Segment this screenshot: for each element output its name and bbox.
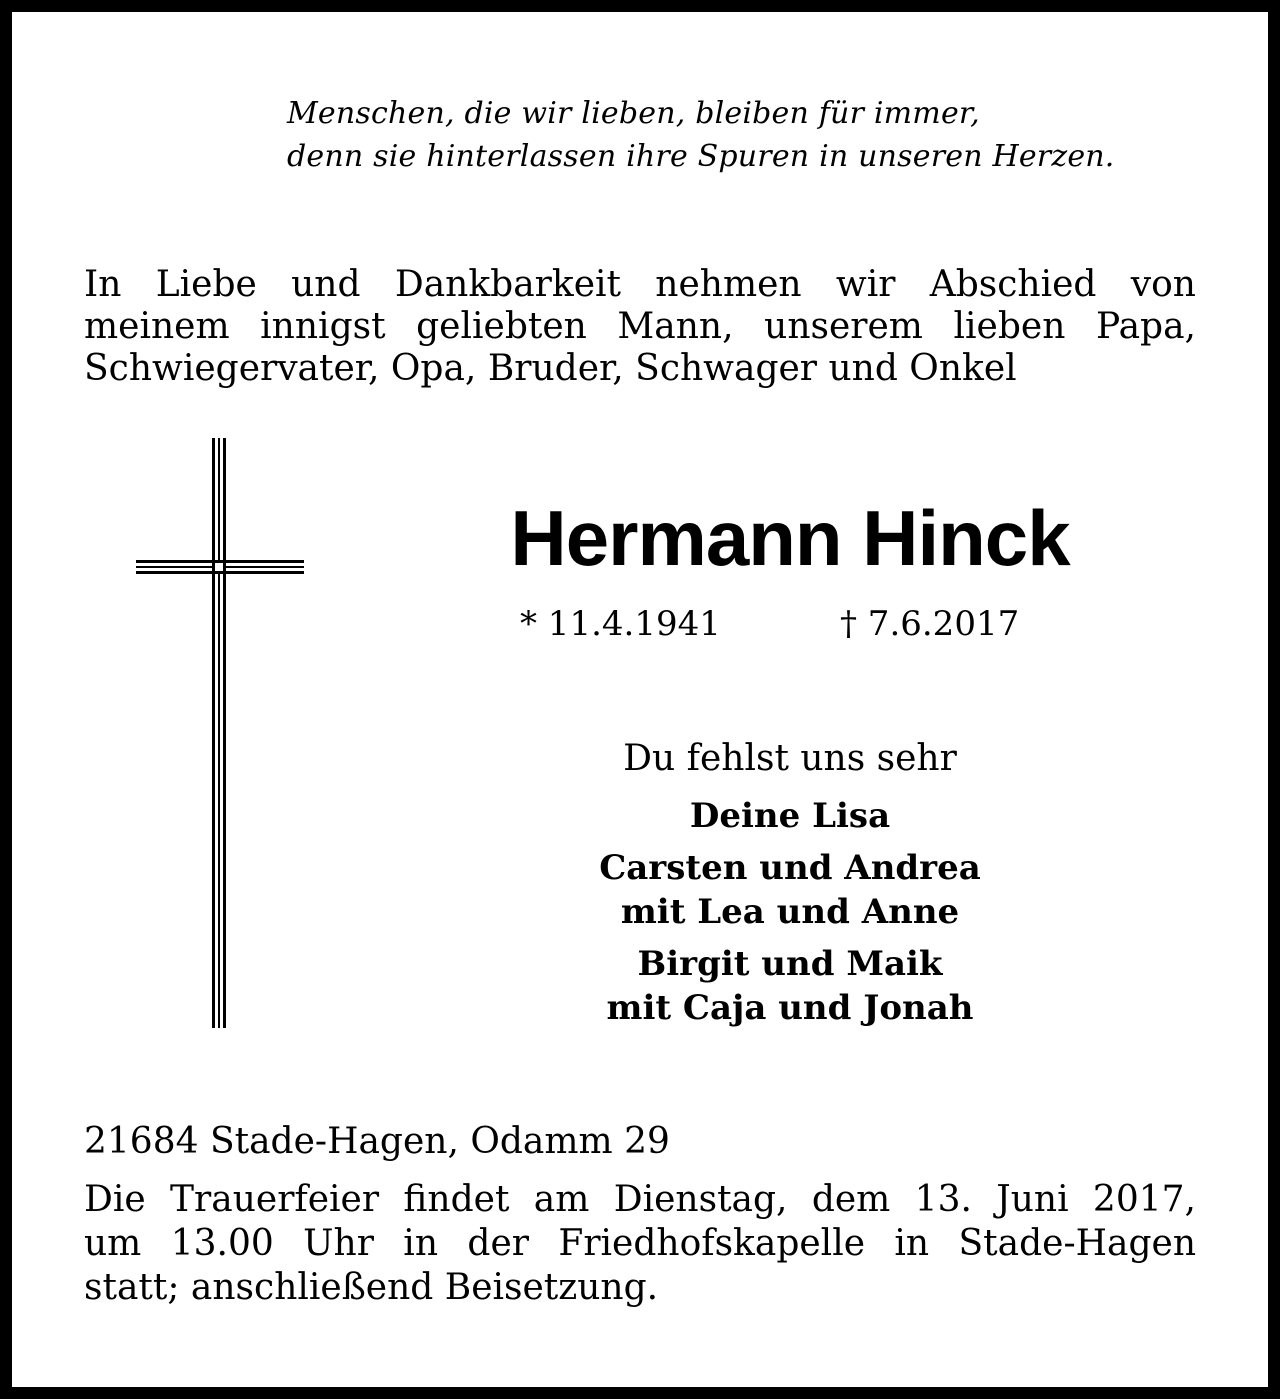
family-group [440, 942, 1140, 1030]
death-date: † 7.6.2017 [840, 604, 1020, 644]
family-line: Carsten und Andrea [599, 848, 981, 888]
life-dates [440, 600, 1140, 648]
birth-date: * 11.4.1941 [520, 604, 721, 644]
family-line: Deine Lisa [689, 796, 891, 836]
intro-line: Schwiegervater, Opa, Bruder, Schwager und Onkel [84, 348, 1017, 389]
ceremony-line: um 13.00 Uhr in der Friedhofskapelle in Stade-Hagen [84, 1223, 1196, 1264]
intro-text [84, 264, 1196, 390]
intro-line: In Liebe und Dankbarkeit nehmen wir Abschied von [84, 264, 1196, 305]
family-signatures [440, 794, 1140, 1038]
motto-line: denn sie hinterlassen ihre Spuren in unseren Herzen. [287, 139, 1115, 174]
address: 21684 Stade-Hagen, Odamm 29 [84, 1121, 670, 1162]
family-group [440, 794, 1140, 838]
intro-line: meinem innigst geliebten Mann, unserem lieben Papa, [84, 306, 1196, 347]
ceremony-text [84, 1178, 1196, 1310]
ceremony-line: statt; anschließend Beisetzung. [84, 1267, 659, 1308]
family-group [440, 846, 1140, 934]
family-line: mit Caja und Jonah [606, 988, 974, 1028]
motto-line: Menschen, die wir lieben, bleiben für immer, [287, 96, 980, 131]
family-line: mit Lea und Anne [620, 892, 960, 932]
motto-quote [287, 92, 1247, 178]
missing-text: Du fehlst uns sehr [623, 738, 957, 779]
deceased-name: Hermann Hinck [510, 494, 1070, 582]
cross-icon [136, 438, 304, 1028]
ceremony-line: Die Trauerfeier findet am Dienstag, dem 13. Juni 2017, [84, 1179, 1196, 1220]
family-line: Birgit und Maik [637, 944, 943, 984]
